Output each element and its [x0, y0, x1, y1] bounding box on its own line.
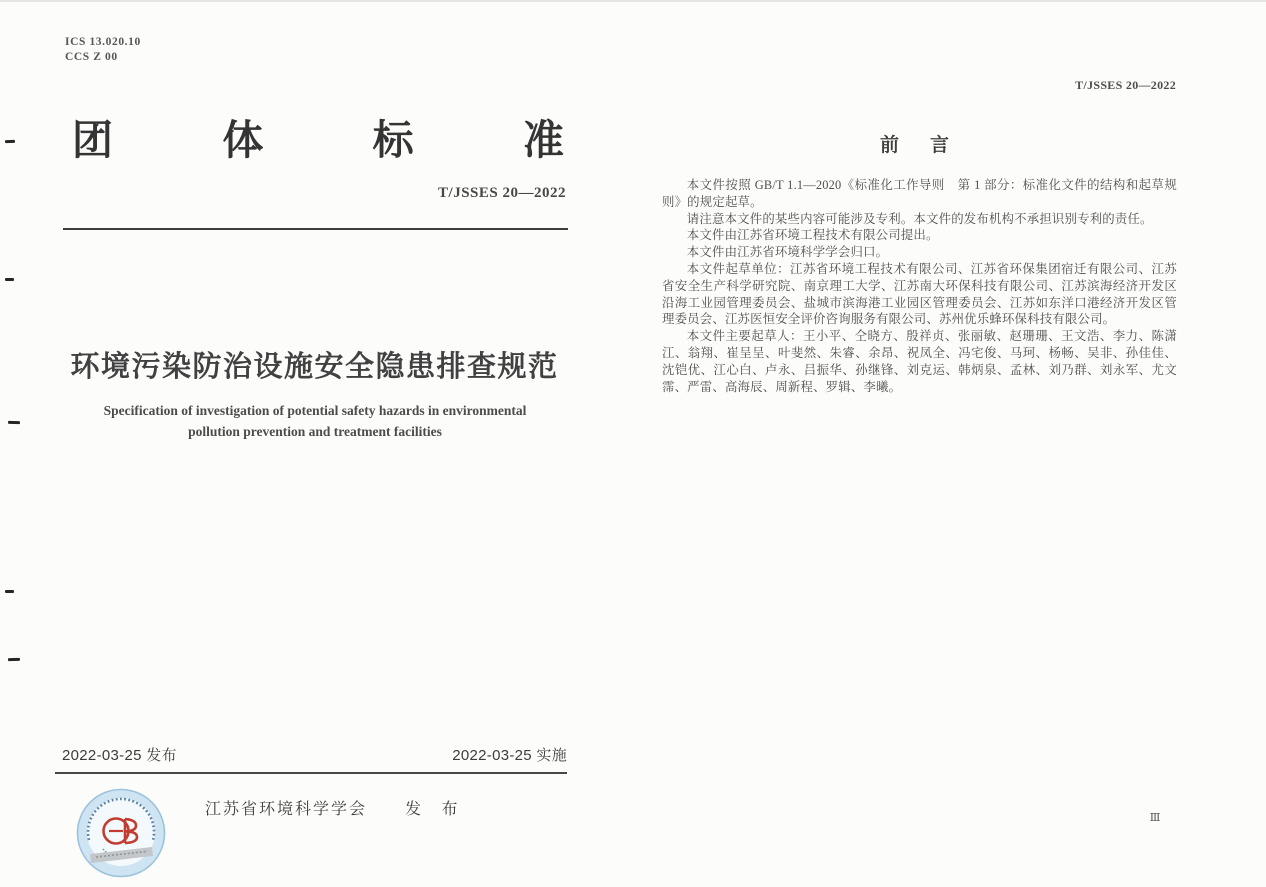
standard-type-char: 团 [72, 117, 113, 163]
foreword-paragraph: 本文件由江苏省环境工程技术有限公司提出。 [686, 228, 939, 243]
standard-type-char: 标 [372, 117, 414, 163]
foreword-paragraph: 本文件主要起草人：王小平、仝晓方、殷祥贞、张丽敏、赵珊珊、王文浩、李力、陈潇江、翁翔、崔呈呈、叶斐然、朱睿、余昂、祝凤全、冯宅俊、马珂、杨畅、吴非、孙佳佳、沈铠优、江心白、卢永、吕振华、孙继锋、刘克运、韩炳泉、孟林、刘乃群、刘永军、尤文霈、严雷、高海辰、周新程、罗辑、李曦。 [662, 329, 1177, 394]
standard-title-english-line1: Specification of investigation of potential safety hazards in environmental [103, 403, 527, 418]
standard-number: T/JSSES 20—2022 [438, 185, 566, 201]
society-seal-graphic [76, 788, 166, 878]
foreword-paragraph: 本文件按照 GB/T 1.1—2020《标准化工作导则 第 1 部分：标准化文件的结构和起草规则》的规定起草。 [662, 178, 1177, 209]
issue-date: 2022-03-25 发布 [62, 747, 177, 764]
standard-title-chinese: 环境污染防治设施安全隐患排查规范 [70, 351, 559, 383]
scan-artifact [8, 658, 20, 661]
scan-artifact [8, 421, 20, 424]
ccs-code: CCS Z 00 [65, 51, 118, 63]
cover-dates [62, 744, 567, 765]
scan-artifact [5, 590, 14, 593]
standard-type-char: 体 [222, 117, 264, 163]
running-header-standard-number: T/JSSES 20—2022 [1075, 78, 1176, 92]
ics-classification [65, 35, 141, 65]
foreword-body [662, 177, 1177, 395]
foreword-paragraph: 请注意本文件的某些内容可能涉及专利。本文件的发布机构不承担识别专利的责任。 [686, 211, 1153, 226]
page-number: Ⅲ [1149, 812, 1161, 824]
standard-title-english [45, 400, 585, 442]
cover-footer-line [55, 772, 567, 774]
standard-type-title [72, 118, 564, 162]
standard-title-english-line2: pollution prevention and treatment facilities [188, 424, 442, 439]
implementation-date: 2022-03-25 实施 [452, 747, 567, 764]
society-seal-icon [76, 788, 166, 878]
standard-type-char: 准 [522, 117, 564, 163]
foreword-paragraph: 本文件由江苏省环境科学学会归口。 [686, 245, 889, 260]
scan-artifact [5, 140, 15, 143]
publisher-name: 江苏省环境科学学会 [205, 801, 368, 818]
foreword-heading: 前 言 [879, 135, 955, 156]
publisher-line [205, 796, 465, 819]
foreword-paragraph: 本文件起草单位：江苏省环境工程技术有限公司、江苏省环保集团宿迁有限公司、江苏省安全生产科学研究院、南京理工大学、江苏南大环保科技有限公司、江苏滨海经济开发区沿海工业园管理委员会、盐城市滨海港工业园区管理委员会、江苏如东洋口港经济开发区管理委员会、江苏医恒安全评价咨询服务有限公司、苏州优乐蜂环保科技有限公司。 [662, 261, 1177, 327]
cover-divider-line [63, 228, 568, 230]
scan-artifact [5, 278, 14, 281]
ics-code: ICS 13.020.10 [65, 36, 141, 48]
publish-word: 发 布 [405, 801, 466, 818]
